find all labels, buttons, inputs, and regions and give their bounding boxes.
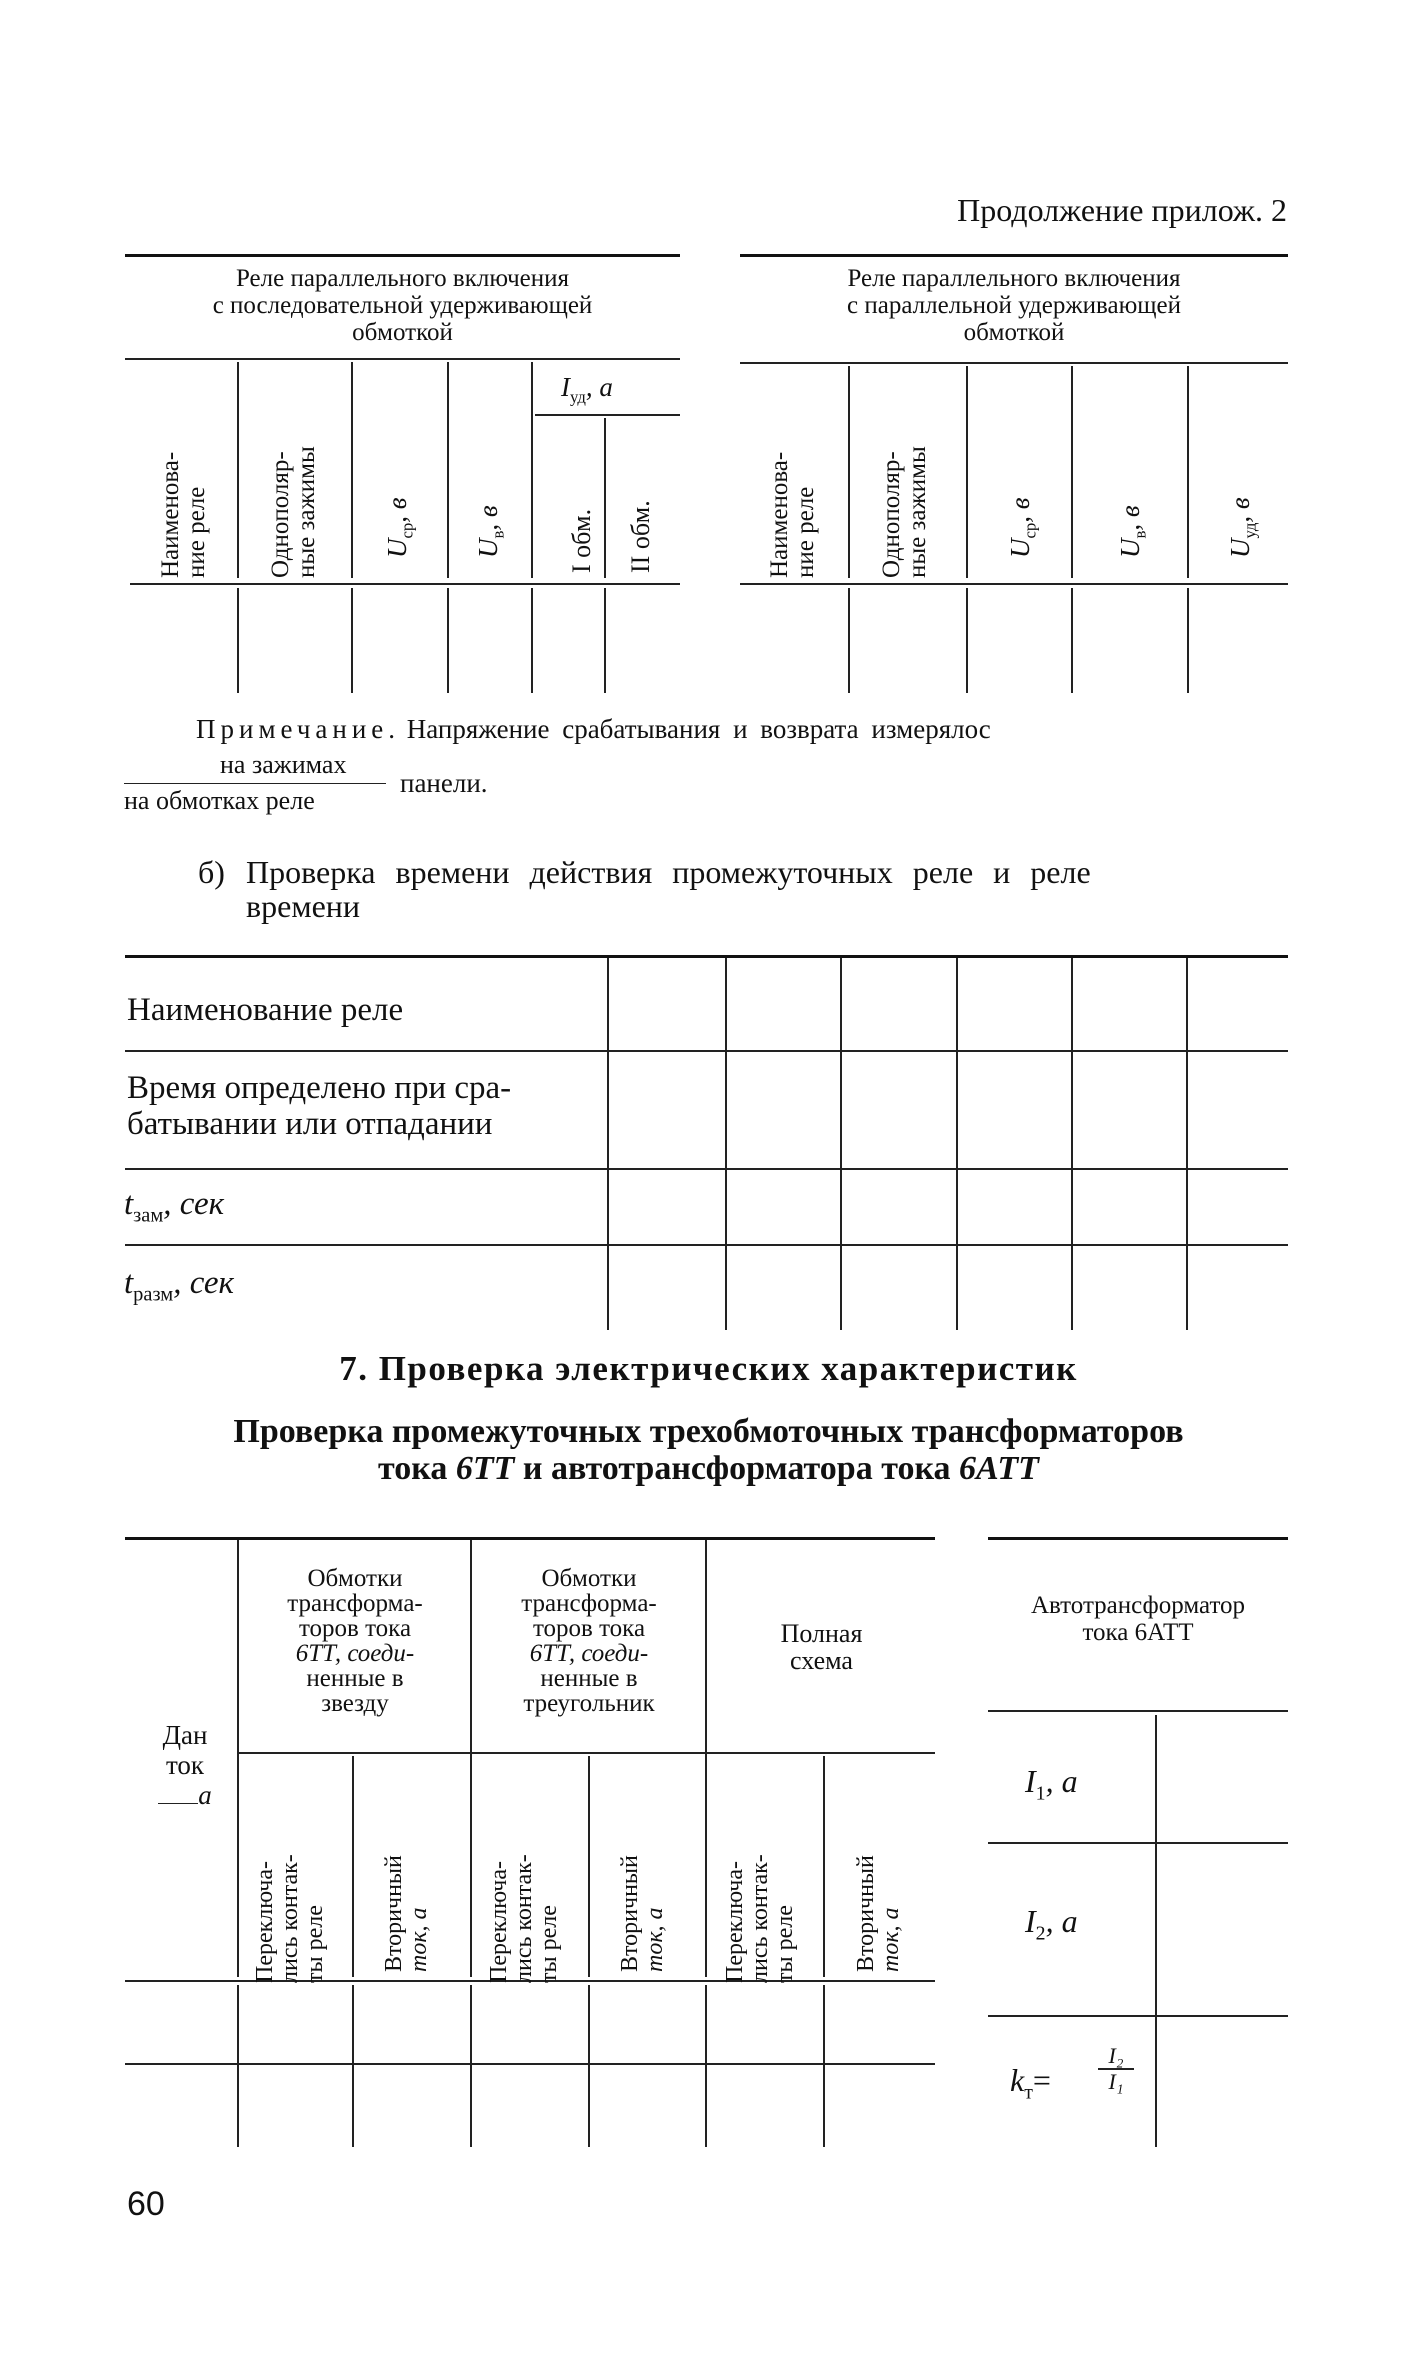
- t2-h3: [125, 1244, 1288, 1246]
- section-b-title-line1: Проверка времени действия промежуточных реле и реле: [246, 854, 1091, 890]
- t2-v6: [1186, 958, 1188, 1330]
- t3-full-secondary: Вторичный ток, а: [853, 1855, 905, 1972]
- t1r-col-name: Наименова- ние реле: [766, 451, 820, 578]
- section7-subheading-line2: тока 6ТТ и автотрансформатора тока 6АТТ: [378, 1450, 1039, 1487]
- t1l-b2: [351, 588, 353, 693]
- t2-row-t-close: $t_{зам}$, сек: [124, 1186, 225, 1227]
- t1l-col-usr: $U_{ср}$, в: [382, 497, 417, 558]
- t1r-col-uv: $U_в$, в: [1115, 505, 1150, 558]
- t1r-b2: [966, 588, 968, 693]
- t1l-col-uv: $U_в$, в: [473, 505, 508, 558]
- t2-v2: [725, 958, 727, 1330]
- t1r-v4: [1187, 366, 1189, 578]
- t4-i1: $I_1$, а: [1025, 1763, 1078, 1805]
- t1r-col-terminals: Однополяр- ные зажимы: [878, 446, 932, 578]
- t1l-v3: [447, 362, 449, 578]
- t4-title: Автотрансформатор тока 6АТТ: [1030, 1592, 1246, 1646]
- t1l-col-i-obm: I обм.: [567, 508, 596, 573]
- t1r-col-uud: $U_{уд}$, в: [1225, 497, 1260, 558]
- t1r-v2: [966, 366, 968, 578]
- t4-i2: $I_2$, а: [1025, 1903, 1078, 1945]
- section-b-title-line2: времени: [246, 888, 361, 924]
- t2-v5: [1071, 958, 1073, 1330]
- t3-star-header: Обмотки трансформа- торов тока 6ТТ, соеди- ненные в звезду: [287, 1565, 423, 1717]
- table2-top-rule: [125, 955, 1288, 958]
- t3-b2: [352, 1985, 354, 2147]
- t1l-iud-header: $I_{уд}$, а: [561, 372, 613, 407]
- t1r-v3: [1071, 366, 1073, 578]
- t1l-b1: [237, 588, 239, 693]
- table1-left-body-rule: [130, 583, 680, 585]
- table1-right-title: Реле параллельного включения с параллельной удерживающей обмоткой: [847, 265, 1181, 346]
- t2-row-t-open: $t_{разм}$, сек: [124, 1265, 234, 1306]
- t3-delta-header: Обмотки трансформа- торов тока 6ТТ, соеди- ненные в треугольник: [521, 1565, 657, 1717]
- table1-right-body-rule: [740, 583, 1288, 585]
- page-number: 60: [127, 2185, 165, 2223]
- t1l-v2: [351, 362, 353, 578]
- note-tail: панели.: [400, 768, 488, 798]
- table1-left-iud-rule: [535, 414, 680, 416]
- t3-subheader-rule: [237, 1752, 935, 1754]
- t1l-b5: [604, 588, 606, 693]
- t1r-v1: [848, 366, 850, 578]
- t1l-v4: [531, 362, 533, 578]
- t2-h2: [125, 1168, 1288, 1170]
- table3-top-rule: [125, 1537, 935, 1540]
- t3-b4: [588, 1985, 590, 2147]
- t4-h1: [988, 1710, 1288, 1712]
- continuation-header: Продолжение прилож. 2: [957, 192, 1287, 228]
- t1l-b3: [447, 588, 449, 693]
- t3-star-switched: Переключа- лись контак- ты реле: [252, 1854, 329, 1983]
- table1-right-top-rule: [740, 254, 1288, 257]
- t2-row-name: Наименование реле: [127, 992, 404, 1028]
- t1l-b4: [531, 588, 533, 693]
- t3-full-scheme: Полная схема: [780, 1619, 863, 1675]
- t1l-v5: [604, 418, 606, 578]
- t1r-b1: [848, 588, 850, 693]
- t3-v2: [470, 1540, 472, 1977]
- t1r-col-usr: $U_{ср}$, в: [1005, 497, 1040, 558]
- table4-top-rule: [988, 1537, 1288, 1540]
- t4-h3: [988, 2015, 1288, 2017]
- t1r-b3: [1071, 588, 1073, 693]
- t3-b1: [237, 1985, 239, 2147]
- t4-kt-fraction: I₂ I₁: [1098, 2044, 1134, 2094]
- t2-row-time-line2: батывании или отпадании: [127, 1106, 493, 1142]
- t2-v4: [956, 958, 958, 1330]
- t4-h2: [988, 1842, 1288, 1844]
- t1l-v1: [237, 362, 239, 578]
- t3-v1: [237, 1540, 239, 1977]
- t3-star-secondary: Вторичный ток, а: [381, 1855, 433, 1972]
- t1l-col-terminals: Однополяр- ные зажимы: [267, 446, 321, 578]
- t3-v5: [588, 1756, 590, 1977]
- t1r-b4: [1187, 588, 1189, 693]
- t3-delta-switched: Переключа- лись контак- ты реле: [486, 1854, 563, 1983]
- note-fraction-bar: [124, 783, 386, 784]
- t2-h1: [125, 1050, 1288, 1052]
- t4-v1: [1155, 1715, 1157, 2147]
- table1-right-header-rule: [740, 362, 1288, 364]
- t3-body-rule: [125, 2063, 935, 2065]
- t2-row-time-line1: Время определено при сра-: [127, 1070, 512, 1106]
- table1-left-top-rule: [125, 254, 680, 257]
- note-line: Примечание. Напряжение срабатывания и возврата измерялос: [196, 714, 991, 744]
- t3-v3: [705, 1540, 707, 1977]
- t3-v4: [352, 1756, 354, 1977]
- t3-v6: [823, 1756, 825, 1977]
- section7-heading: 7. Проверка электрических характеристик: [339, 1349, 1078, 1388]
- section7-subheading-line1: Проверка промежуточных трехобмоточных трансформаторов: [233, 1413, 1184, 1450]
- t2-v3: [840, 958, 842, 1330]
- t3-b5: [705, 1985, 707, 2147]
- note-fraction-top: на зажимах: [220, 750, 347, 779]
- table1-left-header-rule: [125, 358, 680, 360]
- t1l-col-name: Наименова- ние реле: [157, 451, 211, 578]
- section-b-marker: б): [198, 854, 225, 890]
- t3-given-current: Дан ток а: [140, 1720, 230, 1810]
- note-fraction-bottom: на обмотках реле: [124, 786, 315, 815]
- t3-b6: [823, 1985, 825, 2147]
- t1l-col-ii-obm: II обм.: [626, 500, 655, 573]
- t3-delta-secondary: Вторичный ток, а: [617, 1855, 669, 1972]
- table1-left-title: Реле параллельного включения с последовательной удерживающей обмоткой: [212, 265, 593, 346]
- t3-full-switched: Переключа- лись контак- ты реле: [722, 1854, 799, 1983]
- t2-v1: [607, 958, 609, 1330]
- t4-kt: $k_т=$: [1010, 2062, 1051, 2104]
- t3-b3: [470, 1985, 472, 2147]
